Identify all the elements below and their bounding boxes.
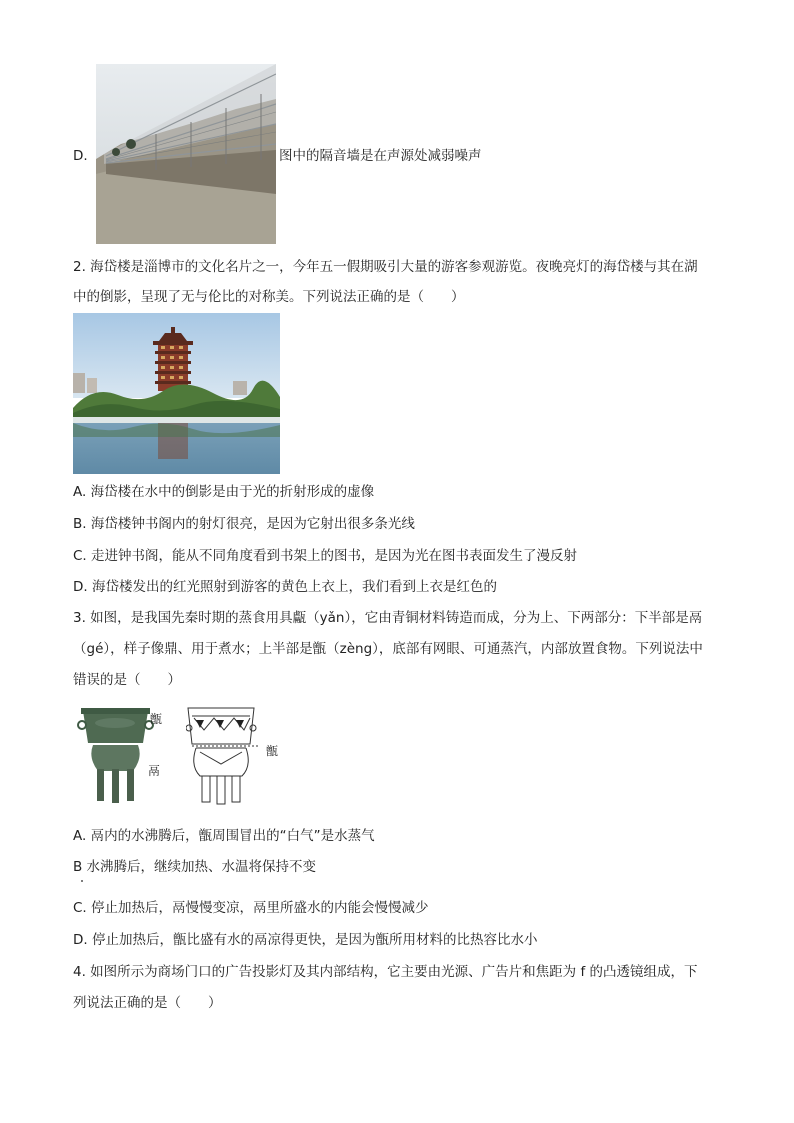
label-zeng-diagram: 甑 xyxy=(266,744,279,758)
q2-option-b: B. 海岱楼钟书阁内的射灯很亮，是因为它射出很多条光线 xyxy=(73,516,415,532)
label-zeng-photo: 甑 xyxy=(150,712,163,726)
q4-stem-line2: 列说法正确的是（ ） xyxy=(73,995,222,1011)
bronze-yan-photo xyxy=(73,703,183,808)
stray-dot xyxy=(81,880,83,882)
q2-stem-line1: 2. 海岱楼是淄博市的文化名片之一，今年五一假期吸引大量的游客参观游览。夜晚亮灯的海岱楼与其在湖 xyxy=(73,259,698,275)
haidai-tower-photo xyxy=(73,313,280,474)
q3-option-a: A. 鬲内的水沸腾后，甑周围冒出的“白气”是水蒸气 xyxy=(73,828,375,844)
q2-stem-line2: 中的倒影，呈现了无与伦比的对称美。下列说法正确的是（ ） xyxy=(73,289,465,305)
yan-structure-diagram xyxy=(186,704,266,806)
option-d-text: 图中的隔音墙是在声源处减弱噪声 xyxy=(279,148,482,164)
q2-option-d: D. 海岱楼发出的红光照射到游客的黄色上衣上，我们看到上衣是红色的 xyxy=(73,579,497,595)
q3-option-b: B 水沸腾后，继续加热、水温将保持不变 xyxy=(73,859,317,875)
q3-option-d: D. 停止加热后，甑比盛有水的鬲凉得更快，是因为甑所用材料的比热容比水小 xyxy=(73,932,538,948)
option-d-letter: D. xyxy=(73,148,88,164)
q3-stem-line3: 错误的是（ ） xyxy=(73,672,181,688)
q3-option-c: C. 停止加热后，鬲慢慢变凉，鬲里所盛水的内能会慢慢减少 xyxy=(73,900,429,916)
q2-option-c: C. 走进钟书阁，能从不同角度看到书架上的图书，是因为光在图书表面发生了漫反射 xyxy=(73,548,578,564)
q4-stem-line1: 4. 如图所示为商场门口的广告投影灯及其内部结构，它主要由光源、广告片和焦距为 f 的凸透镜组成，下 xyxy=(73,964,698,980)
q3-stem-line1: 3. 如图，是我国先秦时期的蒸食用具甗（yǎn），它由青铜材料铸造而成，分为上、下两部分：下半部是鬲 xyxy=(73,610,703,626)
sound-barrier-wall-photo xyxy=(96,64,276,244)
label-li-photo: 鬲 xyxy=(148,764,161,778)
q3-stem-line2: （gé），样子像鼎、用于煮水；上半部是甑（zèng），底部有网眼、可通蒸汽，内部放置食物。下列说法中 xyxy=(73,641,703,657)
q2-option-a: A. 海岱楼在水中的倒影是由于光的折射形成的虚像 xyxy=(73,484,375,500)
